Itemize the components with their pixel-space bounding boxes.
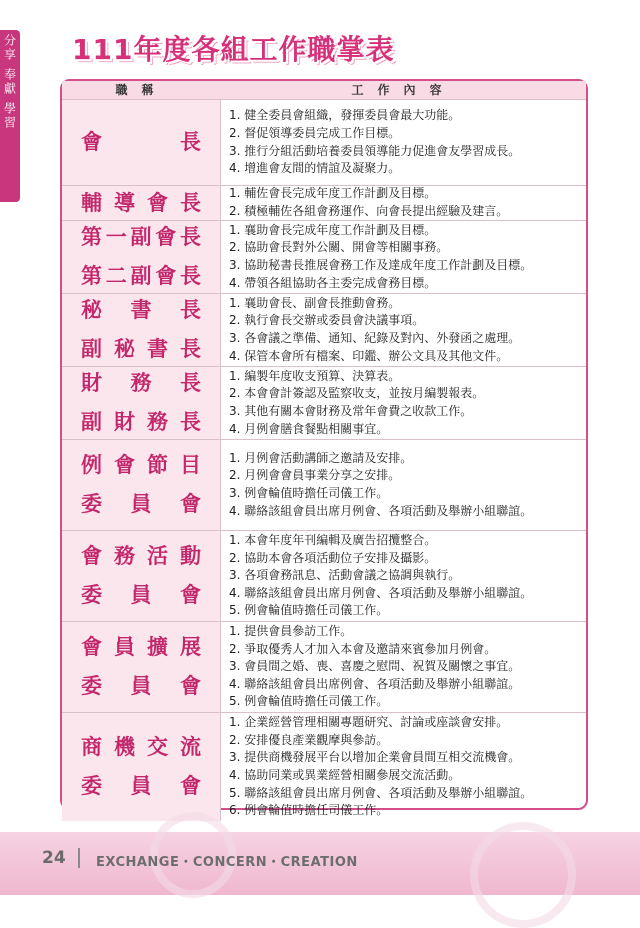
tasks-cell bbox=[221, 100, 586, 185]
role-char: 務 bbox=[114, 544, 135, 569]
task-item: 4. 協助同業或異業經營相關參展交流活動。 bbox=[229, 768, 461, 782]
role-title bbox=[81, 728, 201, 767]
tasks-cell bbox=[221, 531, 586, 621]
role-char: 書 bbox=[147, 337, 168, 361]
role-char: 員 bbox=[130, 774, 152, 798]
role-char: 流 bbox=[180, 735, 201, 760]
footer-divider bbox=[78, 848, 80, 868]
table-row bbox=[62, 621, 586, 712]
task-item: 4. 增進會友間的情誼及凝聚力。 bbox=[229, 161, 401, 176]
task-item: 1. 襄助會長完成年度工作計劃及目標。 bbox=[229, 222, 437, 237]
task-item: 4. 聯絡該組會員出席月例會、各項活動及舉辦小組聯誼。 bbox=[229, 585, 533, 600]
role-char: 長 bbox=[180, 337, 201, 361]
task-item: 1. 輔佐會長完成年度工作計劃及目標。 bbox=[229, 186, 437, 201]
role-char: 書 bbox=[130, 298, 152, 323]
role-title bbox=[81, 123, 201, 162]
role-char: 長 bbox=[180, 371, 201, 396]
role-cell bbox=[62, 622, 221, 712]
task-item: 3. 其他有關本會財務及常年會費之收款工作。 bbox=[229, 404, 473, 418]
role-char: 目 bbox=[180, 453, 201, 478]
role-char: 副 bbox=[81, 337, 102, 361]
task-item: 2. 本會會計簽認及監察收支，並按月編製報表。 bbox=[229, 386, 485, 401]
role-char: 會 bbox=[180, 492, 201, 516]
role-title bbox=[81, 628, 201, 667]
role-title bbox=[81, 576, 201, 615]
role-char: 機 bbox=[114, 735, 135, 760]
task-item: 3. 推行分組活動培養委員領導能力促進會友學習成長。 bbox=[229, 143, 521, 158]
task-item: 1. 月例會活動講師之邀請及安排。 bbox=[229, 450, 413, 465]
role-char: 展 bbox=[180, 635, 201, 660]
tasks-cell bbox=[221, 440, 586, 530]
role-char: 長 bbox=[180, 410, 201, 434]
task-item: 1. 健全委員會組織，發揮委員會最大功能。 bbox=[229, 108, 461, 123]
role-char: 會 bbox=[180, 774, 201, 798]
table-row bbox=[62, 439, 586, 530]
footer-slogan: EXCHANGE・CONCERN・CREATION bbox=[96, 855, 358, 870]
decor-circle bbox=[470, 822, 576, 928]
role-char: 副 bbox=[130, 225, 152, 250]
role-char: 節 bbox=[147, 453, 168, 478]
task-item: 1. 本會年度年刊編輯及廣告招攬整合。 bbox=[229, 533, 437, 548]
role-char: 導 bbox=[114, 190, 135, 215]
role-char: 長 bbox=[180, 298, 201, 323]
role-char: 長 bbox=[180, 264, 201, 288]
page-title: 111年度各組工作職掌表 bbox=[72, 33, 395, 66]
role-cell bbox=[62, 367, 221, 439]
task-item: 6. 例會輪值時擔任司儀工作。 bbox=[229, 803, 389, 818]
task-item: 1. 編製年度收支預算、決算表。 bbox=[229, 368, 401, 383]
role-char: 長 bbox=[180, 190, 201, 215]
task-item: 5. 聯絡該組會員出席月例會、各項活動及舉辦小組聯誼。 bbox=[229, 785, 533, 800]
task-item: 2. 協助會長對外公關、開會等相關事務。 bbox=[229, 240, 449, 255]
task-item: 3. 各會議之準備、通知、紀錄及對內、外發函之處理。 bbox=[229, 331, 521, 345]
task-item: 2. 爭取優秀人才加入本會及邀請來賓參加月例會。 bbox=[229, 641, 497, 656]
page-number: 24 bbox=[42, 848, 66, 868]
table-row bbox=[62, 530, 586, 621]
side-section-tab bbox=[0, 30, 20, 202]
role-char: 活 bbox=[147, 544, 168, 569]
role-title bbox=[81, 330, 201, 369]
role-cell bbox=[62, 100, 221, 185]
role-char: 員 bbox=[130, 583, 152, 607]
header-tasks: 工作內容 bbox=[351, 83, 456, 97]
role-char: 財 bbox=[81, 371, 102, 396]
footer-band bbox=[0, 832, 640, 895]
task-item: 4. 帶領各組協助各主委完成會務目標。 bbox=[229, 275, 437, 290]
role-char: 務 bbox=[130, 371, 152, 396]
role-char: 會 bbox=[147, 190, 168, 215]
table-row bbox=[62, 293, 586, 366]
role-char: 秘 bbox=[114, 337, 135, 361]
role-char: 會 bbox=[155, 225, 177, 250]
task-item: 2. 執行會長交辦或委員會決議事項。 bbox=[229, 313, 425, 328]
role-char: 會 bbox=[81, 544, 102, 569]
role-char: 秘 bbox=[81, 298, 102, 323]
side-tab-label-2: 奉獻 bbox=[2, 68, 17, 96]
role-char: 一 bbox=[105, 225, 127, 250]
role-char: 會 bbox=[180, 583, 201, 607]
role-char: 動 bbox=[180, 544, 201, 569]
task-item: 3. 提供商機發展平台以增加企業會員間互相交流機會。 bbox=[229, 750, 521, 765]
task-item: 4. 保管本會所有檔案、印鑑、辦公文具及其他文件。 bbox=[229, 348, 509, 363]
task-item: 2. 安排優良產業觀摩與參訪。 bbox=[229, 732, 389, 747]
role-title bbox=[81, 485, 201, 524]
role-char: 擴 bbox=[147, 635, 168, 660]
role-char: 委 bbox=[81, 583, 102, 607]
role-title bbox=[81, 257, 201, 296]
table-row bbox=[62, 366, 586, 439]
task-item: 5. 例會輪值時擔任司儀工作。 bbox=[229, 694, 389, 709]
table-row bbox=[62, 99, 586, 185]
role-char: 長 bbox=[180, 225, 201, 250]
role-char: 長 bbox=[180, 130, 201, 155]
role-title bbox=[81, 291, 201, 330]
role-char: 第 bbox=[81, 264, 102, 288]
role-title bbox=[81, 446, 201, 485]
task-item: 3. 例會輪值時擔任司儀工作。 bbox=[229, 486, 389, 500]
role-char: 會 bbox=[180, 674, 201, 698]
table-row bbox=[62, 185, 586, 220]
role-title bbox=[81, 184, 201, 223]
role-cell bbox=[62, 440, 221, 530]
role-title bbox=[81, 767, 201, 806]
task-item: 1. 企業經營管理相關專題研究、討論或座談會安排。 bbox=[229, 715, 509, 730]
role-char: 員 bbox=[114, 635, 135, 660]
role-title bbox=[81, 403, 201, 442]
role-char: 副 bbox=[130, 264, 152, 288]
role-title bbox=[81, 218, 201, 257]
role-char: 員 bbox=[130, 674, 152, 698]
role-char: 財 bbox=[114, 410, 135, 434]
task-item: 2. 積極輔佐各組會務運作、向會長提出經驗及建言。 bbox=[229, 204, 509, 218]
table-row bbox=[62, 220, 586, 293]
tasks-cell bbox=[221, 221, 586, 293]
table-row bbox=[62, 712, 586, 821]
task-item: 5. 例會輪值時擔任司儀工作。 bbox=[229, 603, 389, 618]
task-item: 3. 各項會務訊息、活動會議之協調與執行。 bbox=[229, 568, 461, 583]
role-char: 委 bbox=[81, 492, 102, 516]
task-item: 2. 協助本會各項活動位子安排及攝影。 bbox=[229, 550, 437, 565]
task-item: 1. 襄助會長、副會長推動會務。 bbox=[229, 295, 401, 310]
task-item: 2. 月例會會員事業分享之安排。 bbox=[229, 468, 401, 483]
role-char: 會 bbox=[81, 130, 102, 155]
table-header bbox=[62, 81, 586, 99]
role-cell bbox=[62, 713, 221, 821]
role-cell bbox=[62, 531, 221, 621]
role-title bbox=[81, 667, 201, 706]
role-char: 輔 bbox=[81, 190, 102, 215]
role-char: 第 bbox=[81, 225, 102, 250]
role-char: 務 bbox=[147, 410, 168, 434]
role-title bbox=[81, 364, 201, 403]
tasks-cell bbox=[221, 367, 586, 439]
role-title bbox=[81, 537, 201, 576]
tasks-cell bbox=[221, 713, 586, 821]
role-char: 委 bbox=[81, 774, 102, 798]
task-item: 4. 聯絡該組會員出席月例會、各項活動及舉辦小組聯誼。 bbox=[229, 503, 533, 518]
role-char: 會 bbox=[81, 635, 102, 660]
role-char: 副 bbox=[81, 410, 102, 434]
task-item: 1. 提供會員參訪工作。 bbox=[229, 624, 353, 639]
role-char: 商 bbox=[81, 735, 102, 760]
role-char: 員 bbox=[130, 492, 152, 516]
task-item: 4. 月例會膳食餐點相關事宜。 bbox=[229, 421, 389, 436]
task-item: 2. 督促領導委員完成工作目標。 bbox=[229, 125, 401, 140]
role-char: 會 bbox=[155, 264, 177, 288]
task-item: 3. 協助秘書長推展會務工作及達成年度工作計劃及目標。 bbox=[229, 258, 533, 272]
role-cell bbox=[62, 221, 221, 293]
duties-table bbox=[60, 79, 588, 818]
side-tab-label-1: 分享 bbox=[2, 34, 17, 62]
task-item: 3. 會員間之婚、喪、喜慶之慰問、祝賀及關懷之事宜。 bbox=[229, 659, 521, 674]
role-cell bbox=[62, 294, 221, 366]
tasks-cell bbox=[221, 622, 586, 712]
role-char: 交 bbox=[147, 735, 168, 760]
role-cell bbox=[62, 186, 221, 220]
tasks-cell bbox=[221, 294, 586, 366]
role-char: 會 bbox=[114, 453, 135, 478]
header-role: 職稱 bbox=[115, 83, 168, 97]
task-item: 4. 聯絡該組會員出席例會、各項活動及舉辦小組聯誼。 bbox=[229, 676, 521, 691]
role-char: 例 bbox=[81, 453, 102, 478]
side-tab-label-3: 學習 bbox=[2, 102, 17, 130]
role-char: 委 bbox=[81, 674, 102, 698]
role-char: 二 bbox=[105, 264, 127, 288]
tasks-cell bbox=[221, 186, 586, 220]
table-body bbox=[62, 99, 586, 821]
